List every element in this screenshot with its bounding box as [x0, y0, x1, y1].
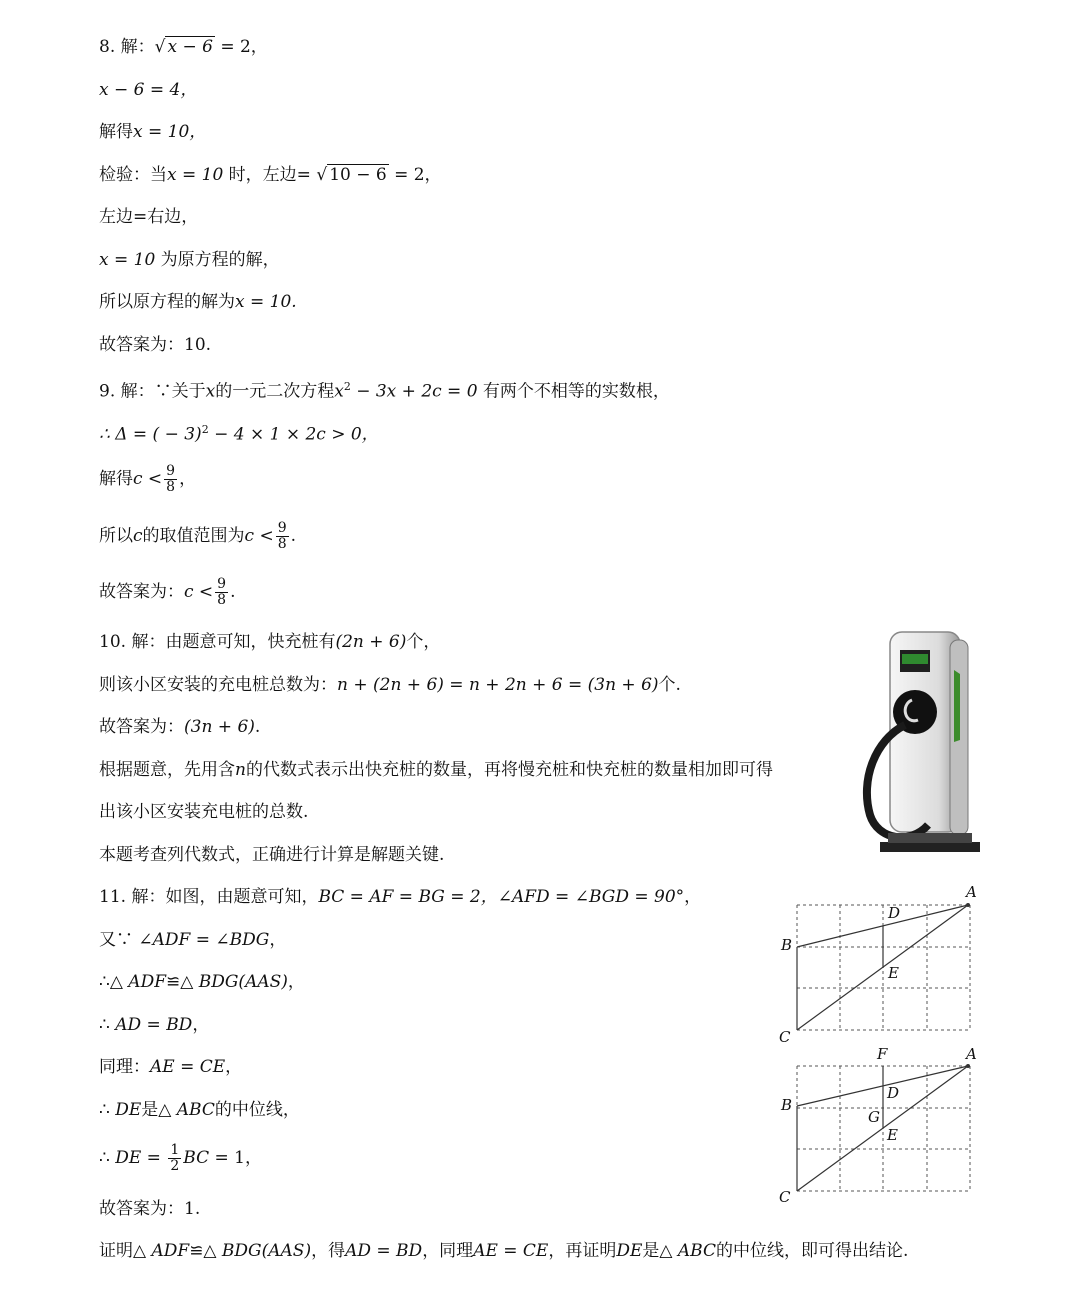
line-20: 11. 解：如图，由题意可知，BC = AF = BG = 2，∠AFD = ∠BGD = 90°， [99, 887, 702, 907]
line-4: 检验：当x = 10 时，左边= √ 10 − 6 = 2， [99, 165, 442, 185]
line-28: 证明△ ADF≌△ BDG(AAS)，得AD = BD，同理AE = CE，再证明DE是△ ABC的中位线，即可得出结论. [99, 1241, 909, 1261]
line-17: 根据题意，先用含n的代数式表示出快充桩的数量，再将慢充桩和快充桩的数量相加即可得 [99, 760, 773, 780]
line-10: ∴ Δ = ( − 3)$^2$ − 4 × 1 × 2c > 0， [99, 423, 379, 445]
label-E2: E [887, 1126, 898, 1144]
label-B2: B [781, 1096, 793, 1114]
label-D: D [888, 904, 901, 922]
label-C: C [779, 1028, 791, 1046]
label-C2: C [779, 1188, 791, 1206]
label-F2: F [877, 1045, 888, 1063]
label-B: B [781, 936, 793, 954]
line-23: ∴ AD = BD， [99, 1015, 210, 1035]
line-19: 本题考查列代数式，正确进行计算是解题关键. [99, 845, 445, 865]
line-22: ∴△ ADF≌△ BDG(AAS)， [99, 972, 305, 992]
line-3: 解得x = 10， [99, 122, 207, 142]
geometry-figure-1 [775, 880, 985, 1050]
line-26: ∴ DE = $\frac{1}{2}$ BC = 1， [99, 1142, 262, 1174]
label-D2: D [887, 1084, 900, 1102]
line-21: 又∵ ∠ADF = ∠BDG， [99, 930, 287, 950]
label-A2: A [966, 1045, 977, 1063]
label-E: E [888, 964, 899, 982]
line-15: 则该小区安装的充电桩总数为：n + (2n + 6) = n + 2n + 6 = (3n + 6)个. [99, 675, 681, 695]
line-16: 故答案为：(3n + 6). [99, 717, 261, 737]
line-11: 解得c < $\frac{9}{8}$ ， [99, 463, 197, 495]
line-18: 出该小区安装充电桩的总数. [99, 802, 309, 822]
line-6: x = 10 为原方程的解， [99, 250, 280, 270]
label-A: A [966, 883, 977, 901]
line-5: 左边=右边， [99, 207, 199, 227]
line-1: 8. 解：√ x − 6 = 2， [99, 37, 268, 57]
line-14: 10. 解：由题意可知，快充桩有(2n + 6)个， [99, 632, 441, 652]
ev-charging-station-icon [860, 630, 985, 865]
line-8: 故答案为：10. [99, 335, 212, 355]
geometry-figure-2 [775, 1042, 985, 1212]
line-13: 故答案为：c < $\frac{9}{8}$ . [99, 576, 236, 608]
line-7: 所以原方程的解为x = 10. [99, 292, 297, 312]
line-24: 同理：AE = CE， [99, 1057, 243, 1077]
line-2: x − 6 = 4， [99, 80, 198, 100]
label-G2: G [868, 1108, 880, 1126]
line-12: 所以c的取值范围为c < $\frac{9}{8}$ . [99, 520, 297, 552]
line-27: 故答案为：1. [99, 1199, 201, 1219]
line-25: ∴ DE是△ ABC的中位线， [99, 1100, 300, 1120]
line-9: 9. 解：∵关于x的一元二次方程$x^2 - 3x + 2c = 0$ 有两个不相等的实数根， [99, 380, 670, 402]
